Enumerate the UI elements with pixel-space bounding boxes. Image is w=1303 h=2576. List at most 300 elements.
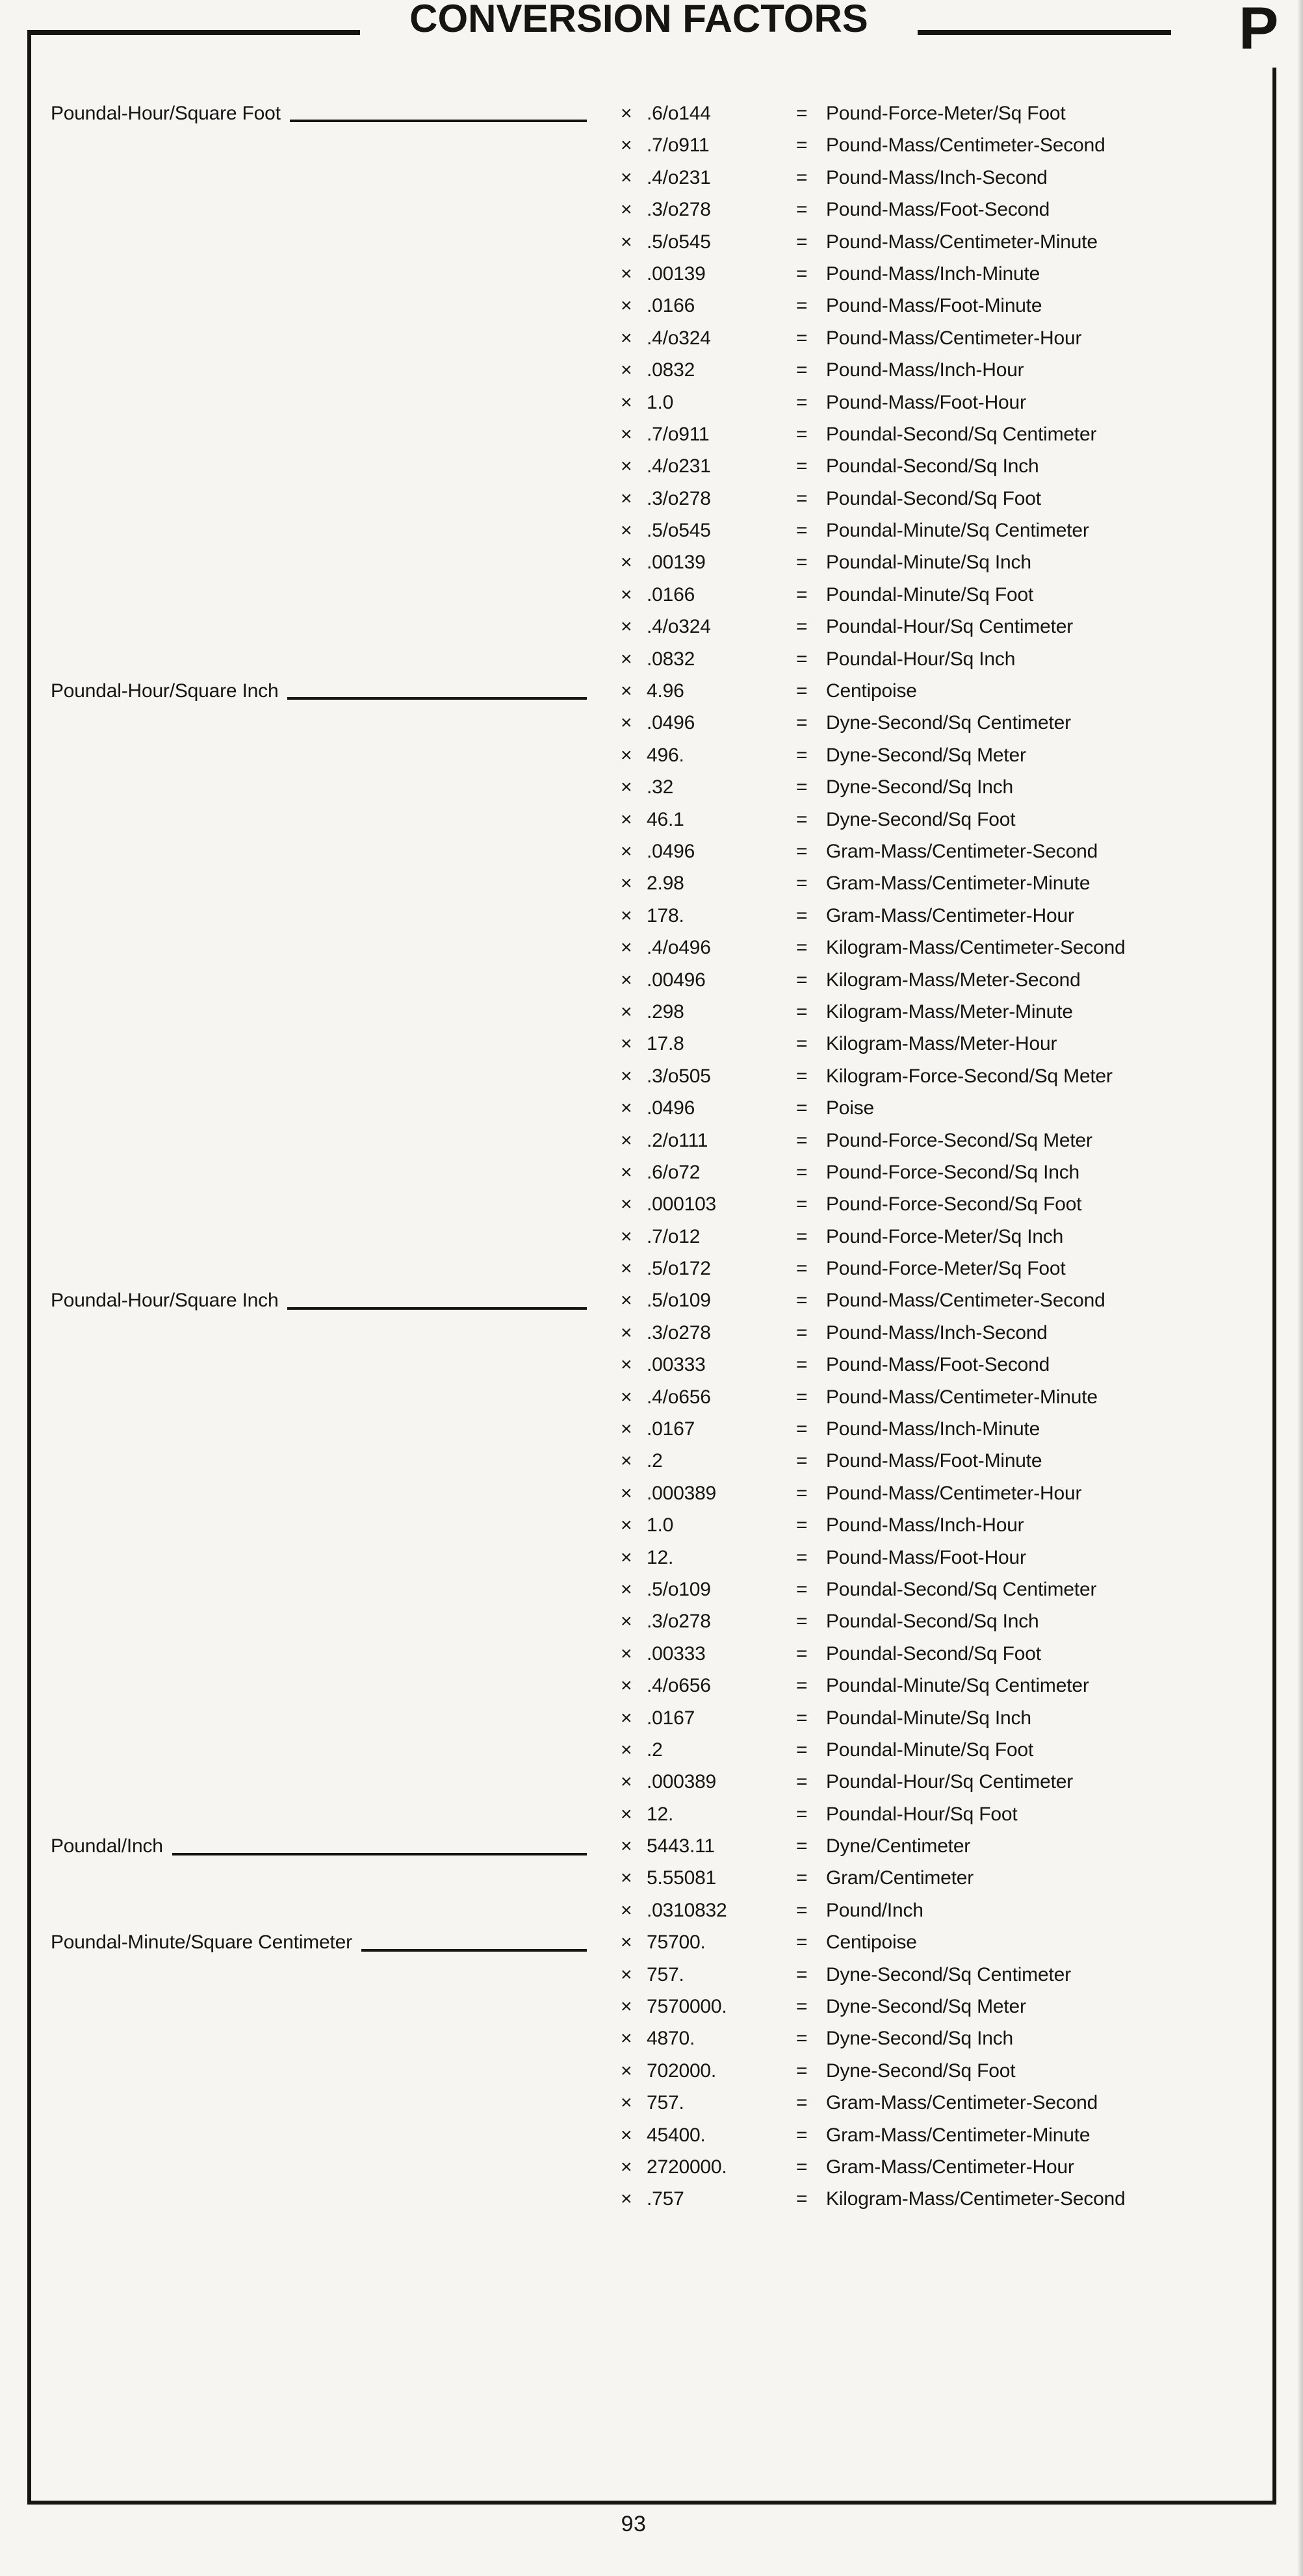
page-number: 93 <box>621 2512 647 2536</box>
equals-symbol: = <box>796 1611 808 1633</box>
target-unit-cell <box>796 1894 1271 1926</box>
factor-cell <box>601 483 796 515</box>
target-unit-label: Poundal-Hour/Sq Centimeter <box>826 616 1073 638</box>
factor-cell <box>601 97 796 129</box>
conversion-row <box>31 964 1271 996</box>
target-unit-cell <box>796 1156 1271 1188</box>
target-unit-label: Poundal-Second/Sq Inch <box>826 455 1039 478</box>
factor-value: .0167 <box>647 1707 695 1729</box>
target-unit-label: Dyne-Second/Sq Inch <box>826 2028 1014 2050</box>
multiply-symbol: × <box>621 1193 632 1216</box>
equals-symbol: = <box>796 166 808 188</box>
target-unit-cell <box>796 322 1271 354</box>
target-unit-cell <box>796 162 1271 194</box>
factor-cell <box>601 2183 796 2215</box>
factor-value: .0832 <box>647 648 695 670</box>
factor-value: 2.98 <box>647 873 684 895</box>
conversion-row <box>31 1445 1271 1477</box>
equals-symbol: = <box>796 1803 808 1825</box>
factor-value: .4/o231 <box>647 455 711 478</box>
target-unit-label: Kilogram-Mass/Centimeter-Second <box>826 937 1126 959</box>
source-unit-cell <box>31 258 601 290</box>
factor-cell <box>601 1125 796 1156</box>
factor-cell <box>601 964 796 996</box>
factor-cell <box>601 771 796 803</box>
equals-symbol: = <box>796 423 808 445</box>
conversion-row <box>31 804 1271 835</box>
source-unit-cell <box>31 1188 601 1220</box>
conversion-row <box>31 579 1271 611</box>
target-unit-cell <box>796 1670 1271 1702</box>
conversion-row <box>31 1188 1271 1220</box>
target-unit-label: Pound-Mass/Foot-Hour <box>826 391 1026 413</box>
source-unit-cell <box>31 2087 601 2119</box>
factor-cell <box>601 290 796 322</box>
conversion-row <box>31 1670 1271 1702</box>
factor-cell <box>601 1991 796 2022</box>
factor-cell <box>601 162 796 194</box>
multiply-symbol: × <box>621 295 632 317</box>
factor-cell <box>601 1926 796 1958</box>
factor-value: .000389 <box>647 1771 717 1793</box>
target-unit-label: Pound-Mass/Centimeter-Hour <box>826 1482 1082 1504</box>
factor-cell <box>601 1959 796 1991</box>
factor-cell <box>601 2055 796 2087</box>
target-unit-label: Kilogram-Mass/Centimeter-Second <box>826 2188 1126 2210</box>
conversion-row <box>31 450 1271 482</box>
title-rule-right <box>918 30 1171 35</box>
factor-value: .3/o278 <box>647 199 711 221</box>
target-unit-label: Gram-Mass/Centimeter-Hour <box>826 904 1074 926</box>
equals-symbol: = <box>796 904 808 926</box>
target-unit-cell <box>796 2151 1271 2183</box>
target-unit-label: Dyne/Centimeter <box>826 1835 971 1857</box>
equals-symbol: = <box>796 969 808 991</box>
source-unit-label: Poundal-Hour/Square Foot <box>51 103 281 124</box>
multiply-symbol: × <box>621 1707 632 1729</box>
factor-cell <box>601 1509 796 1541</box>
leader-line <box>290 120 587 122</box>
multiply-symbol: × <box>621 808 632 830</box>
equals-symbol: = <box>796 1354 808 1376</box>
multiply-symbol: × <box>621 2156 632 2178</box>
conversion-row <box>31 1349 1271 1381</box>
factor-value: .5/o109 <box>647 1290 711 1312</box>
multiply-symbol: × <box>621 1514 632 1537</box>
factor-cell <box>601 2087 796 2119</box>
source-unit-cell <box>31 290 601 322</box>
factor-value: .00333 <box>647 1354 706 1376</box>
equals-symbol: = <box>796 262 808 285</box>
equals-symbol: = <box>796 583 808 606</box>
multiply-symbol: × <box>621 1129 632 1151</box>
target-unit-cell <box>796 1638 1271 1670</box>
equals-symbol: = <box>796 552 808 574</box>
factor-cell <box>601 1894 796 1926</box>
conversion-row <box>31 932 1271 963</box>
source-unit-cell <box>31 900 601 932</box>
source-unit-cell <box>31 1060 601 1092</box>
source-unit-cell <box>31 1702 601 1734</box>
conversion-row <box>31 1253 1271 1284</box>
factor-cell <box>601 835 796 867</box>
source-unit-cell <box>31 1894 601 1926</box>
conversion-row <box>31 2087 1271 2119</box>
conversion-row <box>31 1060 1271 1092</box>
leader-line <box>172 1853 587 1855</box>
equals-symbol: = <box>796 391 808 413</box>
conversion-row <box>31 996 1271 1028</box>
factor-cell <box>601 2119 796 2151</box>
factor-cell <box>601 675 796 707</box>
source-unit-cell <box>31 579 601 611</box>
factor-cell <box>601 1638 796 1670</box>
conversion-row <box>31 1766 1271 1798</box>
target-unit-label: Pound-Mass/Foot-Minute <box>826 295 1042 317</box>
title-rule-left <box>27 30 360 35</box>
conversion-row <box>31 1830 1271 1862</box>
factor-value: 757. <box>647 2092 684 2114</box>
factor-cell <box>601 1156 796 1188</box>
source-unit-cell <box>31 1509 601 1541</box>
factor-cell <box>601 1253 796 1284</box>
conversion-row <box>31 258 1271 290</box>
factor-cell <box>601 996 796 1028</box>
multiply-symbol: × <box>621 1675 632 1697</box>
factor-value: .0167 <box>647 1418 695 1440</box>
factor-value: .0496 <box>647 840 695 862</box>
conversion-row <box>31 1991 1271 2022</box>
factor-cell <box>601 1028 796 1060</box>
factor-cell <box>601 1381 796 1413</box>
source-unit-cell <box>31 804 601 835</box>
target-unit-cell <box>796 1317 1271 1349</box>
factor-value: .000389 <box>647 1482 717 1504</box>
source-unit-cell <box>31 418 601 450</box>
equals-symbol: = <box>796 1996 808 2018</box>
target-unit-cell <box>796 1702 1271 1734</box>
equals-symbol: = <box>796 680 808 702</box>
factor-value: .00139 <box>647 552 706 574</box>
factor-cell <box>601 579 796 611</box>
equals-symbol: = <box>796 134 808 157</box>
equals-symbol: = <box>796 327 808 349</box>
factor-cell <box>601 1349 796 1381</box>
factor-value: 757. <box>647 1963 684 1985</box>
equals-symbol: = <box>796 520 808 542</box>
source-unit-cell <box>31 1349 601 1381</box>
multiply-symbol: × <box>621 231 632 253</box>
factor-cell <box>601 1221 796 1253</box>
source-unit-label: Poundal-Minute/Square Centimeter <box>51 1932 352 1954</box>
target-unit-label: Pound-Mass/Centimeter-Second <box>826 1290 1105 1312</box>
conversion-row <box>31 835 1271 867</box>
target-unit-label: Dyne-Second/Sq Meter <box>826 744 1026 766</box>
target-unit-cell <box>796 867 1271 899</box>
factor-value: 46.1 <box>647 808 684 830</box>
factor-value: .4/o324 <box>647 327 711 349</box>
factor-cell <box>601 129 796 161</box>
target-unit-label: Pound-Mass/Centimeter-Second <box>826 134 1105 157</box>
source-unit-cell <box>31 1317 601 1349</box>
equals-symbol: = <box>796 2188 808 2210</box>
source-unit-cell <box>31 1284 601 1316</box>
equals-symbol: = <box>796 1578 808 1600</box>
conversion-row <box>31 322 1271 354</box>
equals-symbol: = <box>796 1290 808 1312</box>
conversion-row <box>31 2151 1271 2183</box>
conversion-row <box>31 1317 1271 1349</box>
source-unit-cell <box>31 996 601 1028</box>
leader-line <box>361 1949 587 1952</box>
target-unit-label: Gram-Mass/Centimeter-Second <box>826 2092 1098 2114</box>
target-unit-label: Poundal-Minute/Sq Centimeter <box>826 520 1089 542</box>
factor-value: 496. <box>647 744 684 766</box>
factor-value: 2720000. <box>647 2156 727 2178</box>
factor-value: .2/o111 <box>647 1129 708 1151</box>
target-unit-cell <box>796 1028 1271 1060</box>
factor-value: 702000. <box>647 2060 717 2082</box>
target-unit-cell <box>796 546 1271 578</box>
target-unit-cell <box>796 1381 1271 1413</box>
source-unit-cell <box>31 483 601 515</box>
target-unit-cell <box>796 1862 1271 1894</box>
factor-cell <box>601 1060 796 1092</box>
source-unit-cell <box>31 739 601 771</box>
factor-cell <box>601 1542 796 1574</box>
target-unit-label: Centipoise <box>826 1932 917 1954</box>
multiply-symbol: × <box>621 1739 632 1761</box>
target-unit-label: Pound-Mass/Foot-Hour <box>826 1546 1026 1568</box>
multiply-symbol: × <box>621 1835 632 1857</box>
multiply-symbol: × <box>621 1321 632 1344</box>
multiply-symbol: × <box>621 840 632 862</box>
equals-symbol: = <box>796 1771 808 1793</box>
factor-value: .00139 <box>647 262 706 285</box>
target-unit-label: Kilogram-Mass/Meter-Hour <box>826 1033 1057 1055</box>
factor-value: .3/o505 <box>647 1065 711 1087</box>
factor-cell <box>601 643 796 675</box>
factor-cell <box>601 1284 796 1316</box>
target-unit-cell <box>796 2055 1271 2087</box>
source-unit-cell <box>31 1028 601 1060</box>
equals-symbol: = <box>796 1225 808 1247</box>
target-unit-cell <box>796 418 1271 450</box>
target-unit-label: Pound-Mass/Inch-Hour <box>826 359 1024 381</box>
source-unit-cell <box>31 97 601 129</box>
source-unit-cell <box>31 611 601 643</box>
target-unit-cell <box>796 1734 1271 1766</box>
target-unit-cell <box>796 1253 1271 1284</box>
target-unit-label: Dyne-Second/Sq Centimeter <box>826 1963 1071 1985</box>
conversion-row <box>31 1734 1271 1766</box>
multiply-symbol: × <box>621 103 632 124</box>
conversion-row <box>31 546 1271 578</box>
source-unit-cell <box>31 835 601 867</box>
target-unit-cell <box>796 194 1271 225</box>
equals-symbol: = <box>796 199 808 221</box>
multiply-symbol: × <box>621 1899 632 1921</box>
target-unit-label: Poundal-Second/Sq Foot <box>826 1642 1041 1664</box>
target-unit-cell <box>796 1221 1271 1253</box>
source-unit-cell <box>31 1991 601 2022</box>
target-unit-label: Pound-Force-Second/Sq Foot <box>826 1193 1082 1216</box>
multiply-symbol: × <box>621 2124 632 2146</box>
factor-value: .0496 <box>647 1097 695 1119</box>
factor-cell <box>601 1830 796 1862</box>
equals-symbol: = <box>796 1001 808 1023</box>
conversion-row <box>31 1125 1271 1156</box>
multiply-symbol: × <box>621 1225 632 1247</box>
target-unit-label: Dyne-Second/Sq Foot <box>826 2060 1016 2082</box>
conversion-row <box>31 2022 1271 2054</box>
source-unit-cell <box>31 1766 601 1798</box>
equals-symbol: = <box>796 648 808 670</box>
target-unit-label: Pound-Mass/Inch-Second <box>826 1321 1048 1344</box>
conversion-row <box>31 2183 1271 2215</box>
multiply-symbol: × <box>621 1258 632 1280</box>
target-unit-cell <box>796 1574 1271 1605</box>
target-unit-label: Pound-Force-Meter/Sq Foot <box>826 103 1066 124</box>
multiply-symbol: × <box>621 1033 632 1055</box>
equals-symbol: = <box>796 1546 808 1568</box>
factor-value: 45400. <box>647 2124 706 2146</box>
conversion-row <box>31 387 1271 418</box>
equals-symbol: = <box>796 808 808 830</box>
factor-value: .298 <box>647 1001 684 1023</box>
equals-symbol: = <box>796 1739 808 1761</box>
source-unit-cell <box>31 2183 601 2215</box>
target-unit-label: Pound-Force-Second/Sq Meter <box>826 1129 1092 1151</box>
conversion-row <box>31 515 1271 546</box>
target-unit-label: Pound-Mass/Centimeter-Minute <box>826 1386 1098 1408</box>
multiply-symbol: × <box>621 262 632 285</box>
equals-symbol: = <box>796 2028 808 2050</box>
target-unit-cell <box>796 675 1271 707</box>
multiply-symbol: × <box>621 552 632 574</box>
conversion-row <box>31 675 1271 707</box>
multiply-symbol: × <box>621 1642 632 1664</box>
target-unit-label: Poundal-Minute/Sq Inch <box>826 1707 1031 1729</box>
target-unit-label: Pound/Inch <box>826 1899 923 1921</box>
conversion-row <box>31 611 1271 643</box>
multiply-symbol: × <box>621 680 632 702</box>
target-unit-label: Gram/Centimeter <box>826 1867 974 1889</box>
section-letter-tab: P <box>1239 0 1279 62</box>
target-unit-cell <box>796 97 1271 129</box>
multiply-symbol: × <box>621 1578 632 1600</box>
conversion-row <box>31 771 1271 803</box>
factor-value: .757 <box>647 2188 684 2210</box>
factor-value: 5.55081 <box>647 1867 717 1889</box>
equals-symbol: = <box>796 231 808 253</box>
page-title: CONVERSION FACTORS <box>409 0 868 40</box>
target-unit-label: Dyne-Second/Sq Meter <box>826 1996 1026 2018</box>
multiply-symbol: × <box>621 199 632 221</box>
factor-cell <box>601 707 796 739</box>
equals-symbol: = <box>796 455 808 478</box>
target-unit-label: Pound-Force-Second/Sq Inch <box>826 1161 1080 1183</box>
multiply-symbol: × <box>621 327 632 349</box>
target-unit-label: Pound-Force-Meter/Sq Foot <box>826 1258 1066 1280</box>
conversion-row <box>31 1574 1271 1605</box>
source-unit-cell <box>31 643 601 675</box>
source-unit-cell <box>31 162 601 194</box>
factor-value: .4/o656 <box>647 1386 711 1408</box>
multiply-symbol: × <box>621 712 632 734</box>
factor-value: 4870. <box>647 2028 695 2050</box>
source-unit-label: Poundal-Hour/Square Inch <box>51 680 279 702</box>
source-unit-cell <box>31 322 601 354</box>
equals-symbol: = <box>796 103 808 124</box>
target-unit-label: Dyne-Second/Sq Foot <box>826 808 1016 830</box>
conversion-row <box>31 483 1271 515</box>
source-unit-cell <box>31 1542 601 1574</box>
multiply-symbol: × <box>621 904 632 926</box>
factor-cell <box>601 1605 796 1637</box>
multiply-symbol: × <box>621 1001 632 1023</box>
source-unit-cell <box>31 1638 601 1670</box>
target-unit-cell <box>796 1188 1271 1220</box>
conversion-row <box>31 1926 1271 1958</box>
target-unit-cell <box>796 483 1271 515</box>
equals-symbol: = <box>796 712 808 734</box>
target-unit-cell <box>796 835 1271 867</box>
target-unit-cell <box>796 1959 1271 1991</box>
source-unit-cell <box>31 964 601 996</box>
equals-symbol: = <box>796 840 808 862</box>
factor-value: .6/o144 <box>647 103 711 124</box>
factor-value: 4.96 <box>647 680 684 702</box>
source-unit-cell <box>31 2055 601 2087</box>
target-unit-cell <box>796 964 1271 996</box>
multiply-symbol: × <box>621 2028 632 2050</box>
target-unit-cell <box>796 707 1271 739</box>
factor-cell <box>601 1734 796 1766</box>
factor-value: .0166 <box>647 295 695 317</box>
equals-symbol: = <box>796 1033 808 1055</box>
target-unit-label: Poundal-Hour/Sq Centimeter <box>826 1771 1073 1793</box>
source-unit-cell <box>31 1413 601 1445</box>
factor-cell <box>601 1766 796 1798</box>
source-unit-cell <box>31 1445 601 1477</box>
equals-symbol: = <box>796 359 808 381</box>
factor-value: 7570000. <box>647 1996 727 2018</box>
conversion-row <box>31 162 1271 194</box>
equals-symbol: = <box>796 2092 808 2114</box>
factor-cell <box>601 932 796 963</box>
factor-cell <box>601 546 796 578</box>
target-unit-cell <box>796 1477 1271 1509</box>
source-unit-cell <box>31 1605 601 1637</box>
leader-line <box>287 1307 587 1310</box>
source-unit-cell <box>31 1926 601 1958</box>
factor-cell <box>601 1477 796 1509</box>
target-unit-label: Poundal-Second/Sq Centimeter <box>826 1578 1097 1600</box>
conversion-row <box>31 418 1271 450</box>
equals-symbol: = <box>796 937 808 959</box>
multiply-symbol: × <box>621 391 632 413</box>
target-unit-cell <box>796 515 1271 546</box>
conversion-row <box>31 1413 1271 1445</box>
target-unit-label: Poundal-Second/Sq Centimeter <box>826 423 1097 445</box>
multiply-symbol: × <box>621 1450 632 1472</box>
multiply-symbol: × <box>621 1161 632 1183</box>
target-unit-label: Pound-Mass/Inch-Hour <box>826 1514 1024 1537</box>
target-unit-cell <box>796 996 1271 1028</box>
target-unit-label: Dyne-Second/Sq Centimeter <box>826 712 1071 734</box>
target-unit-cell <box>796 1509 1271 1541</box>
